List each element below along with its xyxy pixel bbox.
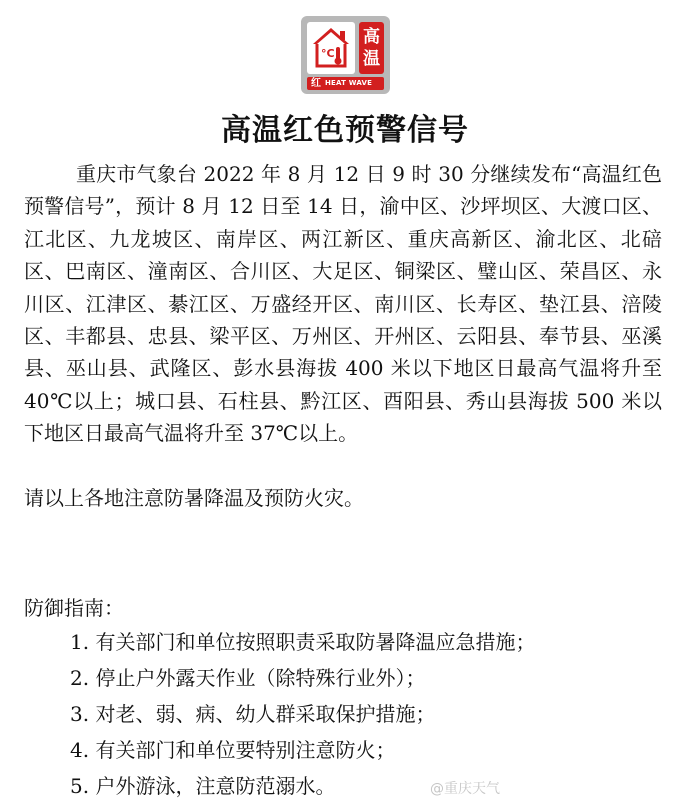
icon-char-wen: 温 bbox=[363, 49, 380, 69]
guide-item: 3. 对老、弱、病、幼人群采取保护措施； bbox=[70, 702, 436, 726]
celsius-label: °C bbox=[321, 47, 335, 60]
guide-item: 2. 停止户外露天作业（除特殊行业外）； bbox=[70, 666, 426, 690]
icon-label-bar bbox=[307, 77, 384, 90]
icon-title-block bbox=[359, 22, 384, 74]
guide-item: 5. 户外游泳，注意防范溺水。 bbox=[70, 774, 336, 798]
page-title: 高温红色预警信号 bbox=[221, 113, 469, 148]
icon-heatwave-label: HEAT WAVE bbox=[325, 79, 373, 87]
guide-item: 1. 有关部门和单位按照职责采取防暑降温应急措施； bbox=[70, 630, 536, 654]
heat-wave-warning-icon bbox=[301, 16, 390, 94]
icon-level-char: 红 bbox=[311, 78, 321, 89]
icon-char-gao: 高 bbox=[363, 27, 380, 47]
guide-heading: 防御指南： bbox=[24, 596, 124, 620]
house-thermometer-icon bbox=[307, 22, 355, 74]
guide-item: 4. 有关部门和单位要特别注意防火； bbox=[70, 738, 396, 762]
warning-body: 重庆市气象台 2022 年 8 月 12 日 9 时 30 分继续发布“高温红色预警信号”，预计 8 月 12 日至 14 日，渝中区、沙坪坝区、大渡口区、江北区、九龙坡区、南岸区、两江新区、重庆高新区、渝北区、北碚区、巴南区、潼南区、合川区、大足区、铜梁区、璧山区、荣昌区、永川区、江津区、綦江区、万盛经开区、南川区、长寿区、垫江县、涪陵区、丰都县、忠县、梁平区、万州区、开州区、云阳县、奉节县、巫溪县、巫山县、武隆区、彭水县海拔 400 米以下地区日最高气温将升至 40℃以上；城口县、石柱县、黔江区、酉阳县、秀山县海拔 500 米以下地区日最高气温将升至 37℃以上。 bbox=[24, 162, 662, 446]
watermark: @重庆天气 bbox=[430, 781, 500, 797]
notice-line: 请以上各地注意防暑降温及预防火灾。 bbox=[24, 486, 364, 510]
